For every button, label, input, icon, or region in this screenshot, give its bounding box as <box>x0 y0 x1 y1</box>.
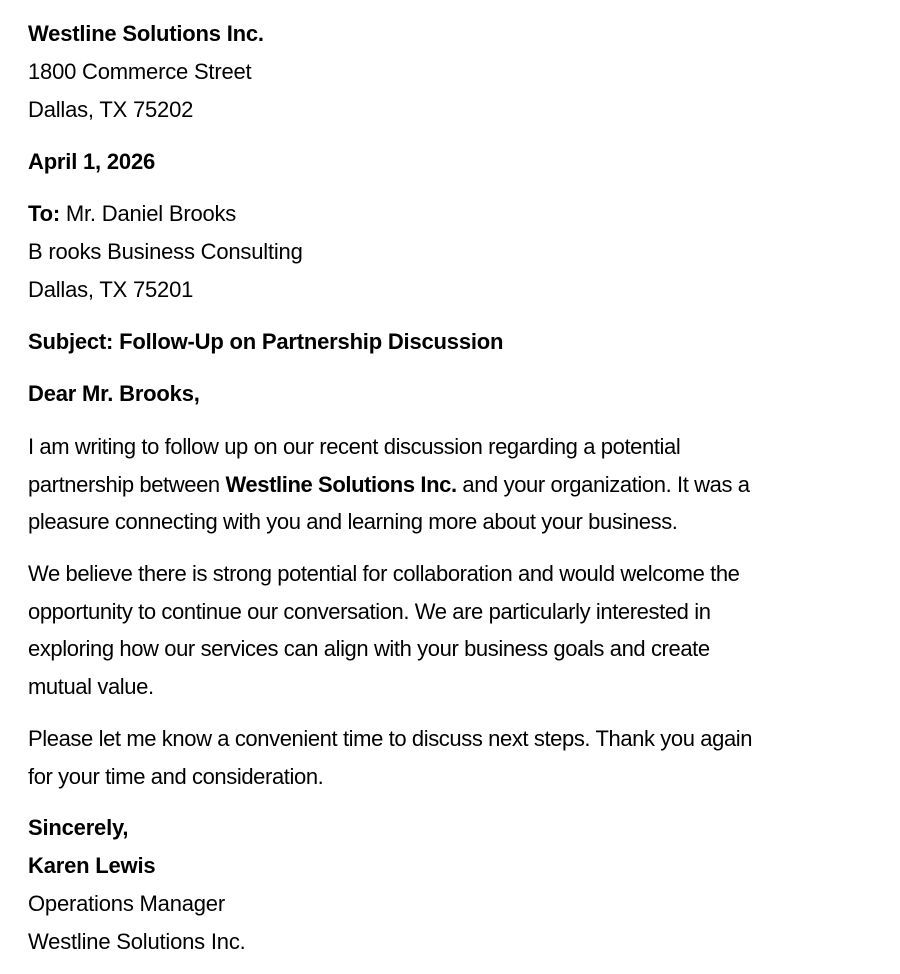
sender-company: Westline Solutions Inc. <box>28 21 264 46</box>
signer-name: Karen Lewis <box>28 853 156 878</box>
body-paragraph-2 <box>28 560 878 710</box>
paragraph-line <box>28 471 878 509</box>
body-paragraph-3 <box>28 725 878 800</box>
paragraph-line: opportunity to continue our conversation. We are particularly interested in <box>28 598 711 624</box>
salutation: Dear Mr. Brooks, <box>28 381 200 406</box>
recipient-city: Dallas, TX 75201 <box>28 277 194 302</box>
paragraph-line: exploring how our services can align with your business goals and create <box>28 636 710 661</box>
text-run: and your organization. It was a <box>456 471 750 497</box>
body-paragraph-1 <box>28 433 878 546</box>
recipient-name-line <box>28 200 236 228</box>
paragraph-line: We believe there is strong potential for collaboration and would welcome the <box>28 561 740 586</box>
paragraph-line: I am writing to follow up on our recent discussion regarding a potential <box>28 434 681 459</box>
valediction: Sincerely, <box>28 815 129 840</box>
sender-city: Dallas, TX 75202 <box>28 97 194 122</box>
to-label: To: <box>28 201 60 226</box>
recipient-company: B rooks Business Consulting <box>28 239 303 264</box>
signer-company: Westline Solutions Inc. <box>28 929 246 954</box>
text-run: partnership between <box>28 471 226 497</box>
recipient-name: Mr. Daniel Brooks <box>59 201 237 226</box>
paragraph-line: for your time and consideration. <box>28 763 324 789</box>
company-name-bold: Westline Solutions Inc. <box>225 471 457 497</box>
subject-line: Subject: Follow-Up on Partnership Discussion <box>28 329 504 354</box>
paragraph-line: Please let me know a convenient time to discuss next steps. Thank you again <box>28 726 753 751</box>
paragraph-line: pleasure connecting with you and learning more about your business. <box>28 509 678 534</box>
signer-title: Operations Manager <box>28 891 225 916</box>
paragraph-line: mutual value. <box>28 673 154 699</box>
letter-date: April 1, 2026 <box>28 149 156 174</box>
sender-street: 1800 Commerce Street <box>28 59 252 84</box>
